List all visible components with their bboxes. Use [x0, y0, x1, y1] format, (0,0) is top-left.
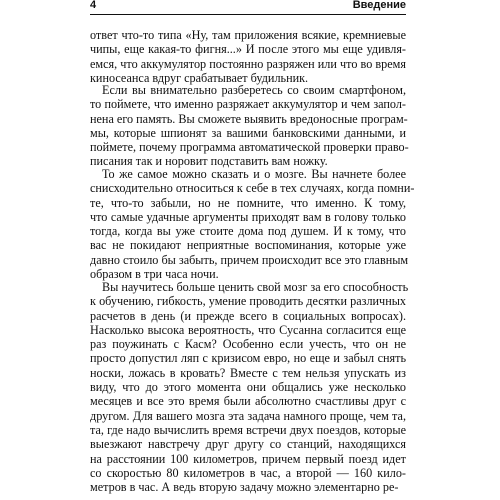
text-line: выезжают навстречу друг другу со станций, находящихся: [90, 437, 406, 452]
text-line: ответ что-то типа «Ну, там приложения всякие, кремниевые: [90, 28, 406, 42]
text-line: чипы, еще какая-то фигня...» И после этого мы еще удивля-: [90, 42, 406, 57]
text-line: образом в три часа ночи.: [90, 267, 219, 282]
text-line: метров в час. А ведь вторую задачу можно элементарно ре-: [90, 480, 399, 495]
text-line: То же самое можно сказать и о мозге. Вы начнете более: [102, 167, 406, 181]
text-line: то поймете, что именно разряжает аккумулятор и чем запол-: [90, 97, 406, 112]
paragraph: [90, 280, 409, 495]
text-line: просто допустил ляп с кризисом евро, но еще и забыл снять: [90, 351, 406, 366]
text-line: та, где надо вычислить время встречи двух поездов, которые: [90, 422, 406, 437]
text-line: давно стоило бы забыть, причем происходит все это главным: [90, 252, 409, 267]
text-line: писания так и норовит подставить вам ножку.: [90, 154, 328, 169]
text-line: поймете, почему программа автоматической проверки право-: [90, 140, 409, 155]
text-line: нена его память. Вы сможете выявить вредоносные програм-: [90, 111, 408, 126]
text-line: месяцев и все это время были абсолютно счастливы друг с: [90, 394, 406, 409]
page-number: 4: [90, 0, 97, 11]
text-line: вас не покидают неприятные воспоминания, которые уже: [90, 238, 406, 253]
paragraph: [90, 83, 409, 169]
text-line: что самые удачные аргументы приходят вам в голову только: [90, 209, 406, 224]
text-line: тогда, когда вы уже стоите дома под душем. И к тому, что: [90, 224, 406, 239]
text-line: снисходительно относиться к себе в тех случаях, когда помни-: [90, 181, 415, 196]
text-line: те, что-то забыли, но не помните, что именно. К тому,: [90, 195, 406, 210]
text-line: расчетов в день (и прежде всего в социальных вопросах).: [90, 308, 406, 323]
text-line: киносеанса вдруг срабатывает будильник.: [90, 70, 309, 85]
text-line: со скоростью 80 километров в час, а второй — 160 кило-: [90, 465, 406, 480]
running-head: [90, 0, 406, 15]
paragraph: [90, 28, 406, 85]
text-line: раз поужинать с Касм? Особенно если учесть, что он не: [90, 337, 406, 352]
text-line: виду, что до этого момента они общались уже несколько: [90, 380, 406, 395]
text-line: на расстоянии 100 километров, причем первый поезд идет: [90, 451, 406, 466]
section-title: Введение: [352, 0, 406, 11]
text-line: к обучению, гибкость, умение проводить десятки различных: [90, 294, 406, 309]
text-line: Если вы внимательно разберетесь со своим смартфоном,: [102, 83, 406, 97]
text-line: емся, что аккумулятор постоянно разряжен или что во время: [90, 56, 406, 71]
text-line: носки, ложась в кровать? Вместе с тем нельзя упускать из: [90, 365, 406, 380]
text-line: другом. Для вашего мозга эта задача намного проще, чем та,: [90, 408, 406, 423]
text-line: Насколько высока вероятность, что Сусанна согласится еще: [90, 322, 406, 337]
text-line: Вы научитесь больше ценить свой мозг за его способность: [102, 280, 409, 294]
paragraph: [90, 167, 415, 282]
text-line: мы, которые шпионят за вашими банковскими данными, и: [90, 125, 406, 140]
